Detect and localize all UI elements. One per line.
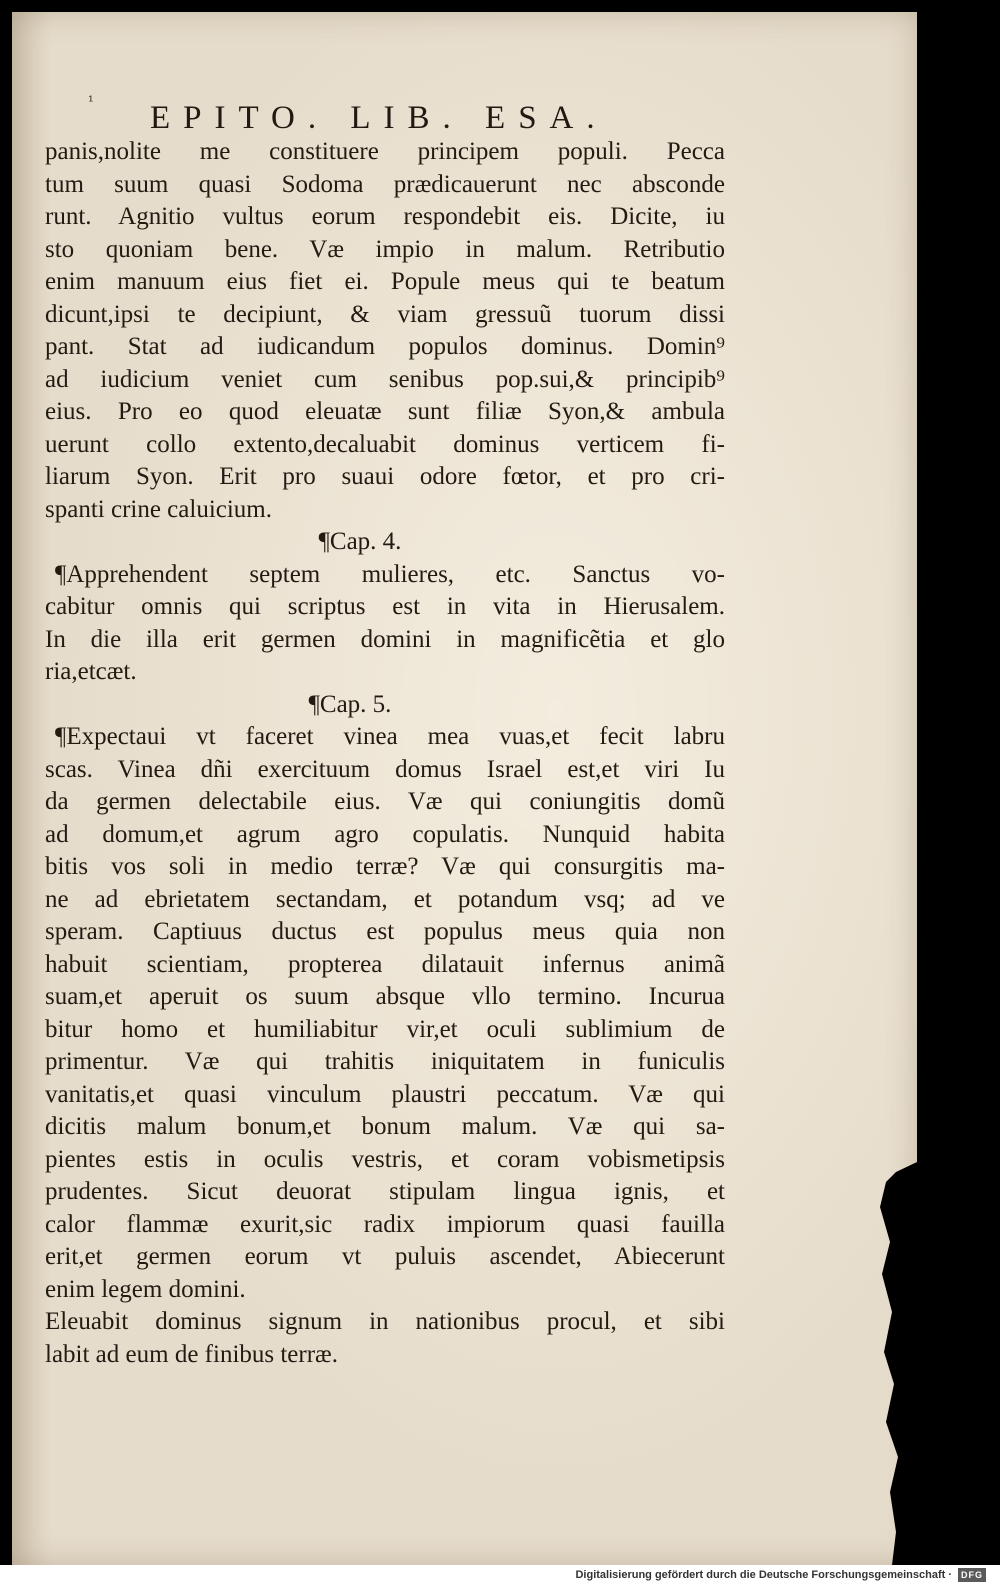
text-line: ad domum,et agrum agro copulatis. Nunquid habita (45, 820, 725, 848)
text-line: tum suum quasi Sodoma prædicauerunt nec absconde (45, 170, 725, 198)
funding-credit: Digitalisierung gefördert durch die Deutsche Forschungsgemeinschaft · (575, 1569, 952, 1581)
chapter-heading-4: ¶Cap. 4. (318, 528, 402, 555)
text-line: pant. Stat ad iudicandum populos dominus. Domin⁹ (45, 333, 725, 360)
text-line: speram. Captiuus ductus est populus meus quia non (45, 918, 725, 945)
text-line: liarum Syon. Erit pro suaui odore fœtor, et pro cri- (45, 463, 725, 490)
text-line: ria,etcæt. (45, 658, 137, 685)
text-line: labit ad eum de finibus terræ. (45, 1340, 338, 1368)
text-line: calor flammæ exurit,sic radix impiorum quasi fauilla (45, 1210, 725, 1238)
text-line: ¶Expectaui vt faceret vinea mea vuas,et fecit labru (55, 723, 725, 750)
text-line: Eleuabit dominus signum in nationibus procul, et sibi (45, 1308, 725, 1335)
text-line: runt. Agnitio vultus eorum respondebit eis. Dicite, iu (45, 203, 725, 230)
text-line: pientes estis in oculis vestris, et coram vobismetipsis (45, 1145, 725, 1173)
text-line: spanti crine caluicium. (45, 495, 273, 523)
torn-corner-shape (880, 1162, 917, 1565)
text-line: primentur. Væ qui trahitis iniquitatem in funiculis (45, 1048, 725, 1075)
text-line: vanitatis,et quasi vinculum plaustri peccatum. Væ qui (45, 1080, 725, 1108)
dfg-logo: DFG (958, 1568, 986, 1582)
text-line: In die illa erit germen domini in magnificẽtia et glo (45, 625, 725, 653)
stray-ink-mark: ¹ (88, 94, 94, 110)
text-line: da germen delectabile eius. Væ qui coniungitis domũ (45, 788, 725, 815)
text-line: dicitis malum bonum,et bonum malum. Væ qui sa- (45, 1113, 725, 1140)
text-line: ¶Apprehendent septem mulieres, etc. Sanctus vo- (55, 560, 725, 588)
text-line: dicunt,ipsi te decipiunt, & viam gressuũ tuorum dissi (45, 300, 725, 328)
text-line: erit,et germen eorum vt puluis ascendet, Abiecerunt (45, 1243, 725, 1270)
text-line: bitur homo et humiliabitur vir,et oculi sublimium de (45, 1015, 725, 1043)
text-line: bitis vos soli in medio terræ? Væ qui consurgitis ma- (45, 853, 725, 880)
running-head: EPITO. LIB. ESA. (150, 100, 608, 136)
text-line: scas. Vinea dñi exercituum domus Israel est,et viri Iu (45, 755, 725, 783)
chapter-heading-5: ¶Cap. 5. (308, 690, 392, 718)
text-line: suam,et aperuit os suum absque vllo termino. Incurua (45, 983, 725, 1010)
text-line: ne ad ebrietatem sectandam, et potandum vsq; ad ve (45, 885, 725, 913)
body-text (45, 136, 725, 1371)
text-line: habuit scientiam, propterea dilatauit infernus animã (45, 950, 725, 978)
text-line: uerunt collo extento,decaluabit dominus verticem fi- (45, 430, 725, 458)
footer-bar (0, 1565, 1000, 1587)
text-line: prudentes. Sicut deuorat stipulam lingua ignis, et (45, 1178, 725, 1205)
text-line: enim legem domini. (45, 1275, 246, 1303)
text-line: panis,nolite me constituere principem populi. Pecca (45, 138, 725, 165)
text-line: cabitur omnis qui scriptus est in vita in Hierusalem. (45, 593, 725, 620)
text-line: eius. Pro eo quod eleuatæ sunt filiæ Syon,& ambula (45, 398, 725, 425)
text-line: sto quoniam bene. Væ impio in malum. Retributio (45, 235, 725, 263)
text-line: ad iudicium veniet cum senibus pop.sui,& principib⁹ (45, 365, 725, 393)
text-line: enim manuum eius fiet ei. Popule meus qui te beatum (45, 268, 725, 295)
